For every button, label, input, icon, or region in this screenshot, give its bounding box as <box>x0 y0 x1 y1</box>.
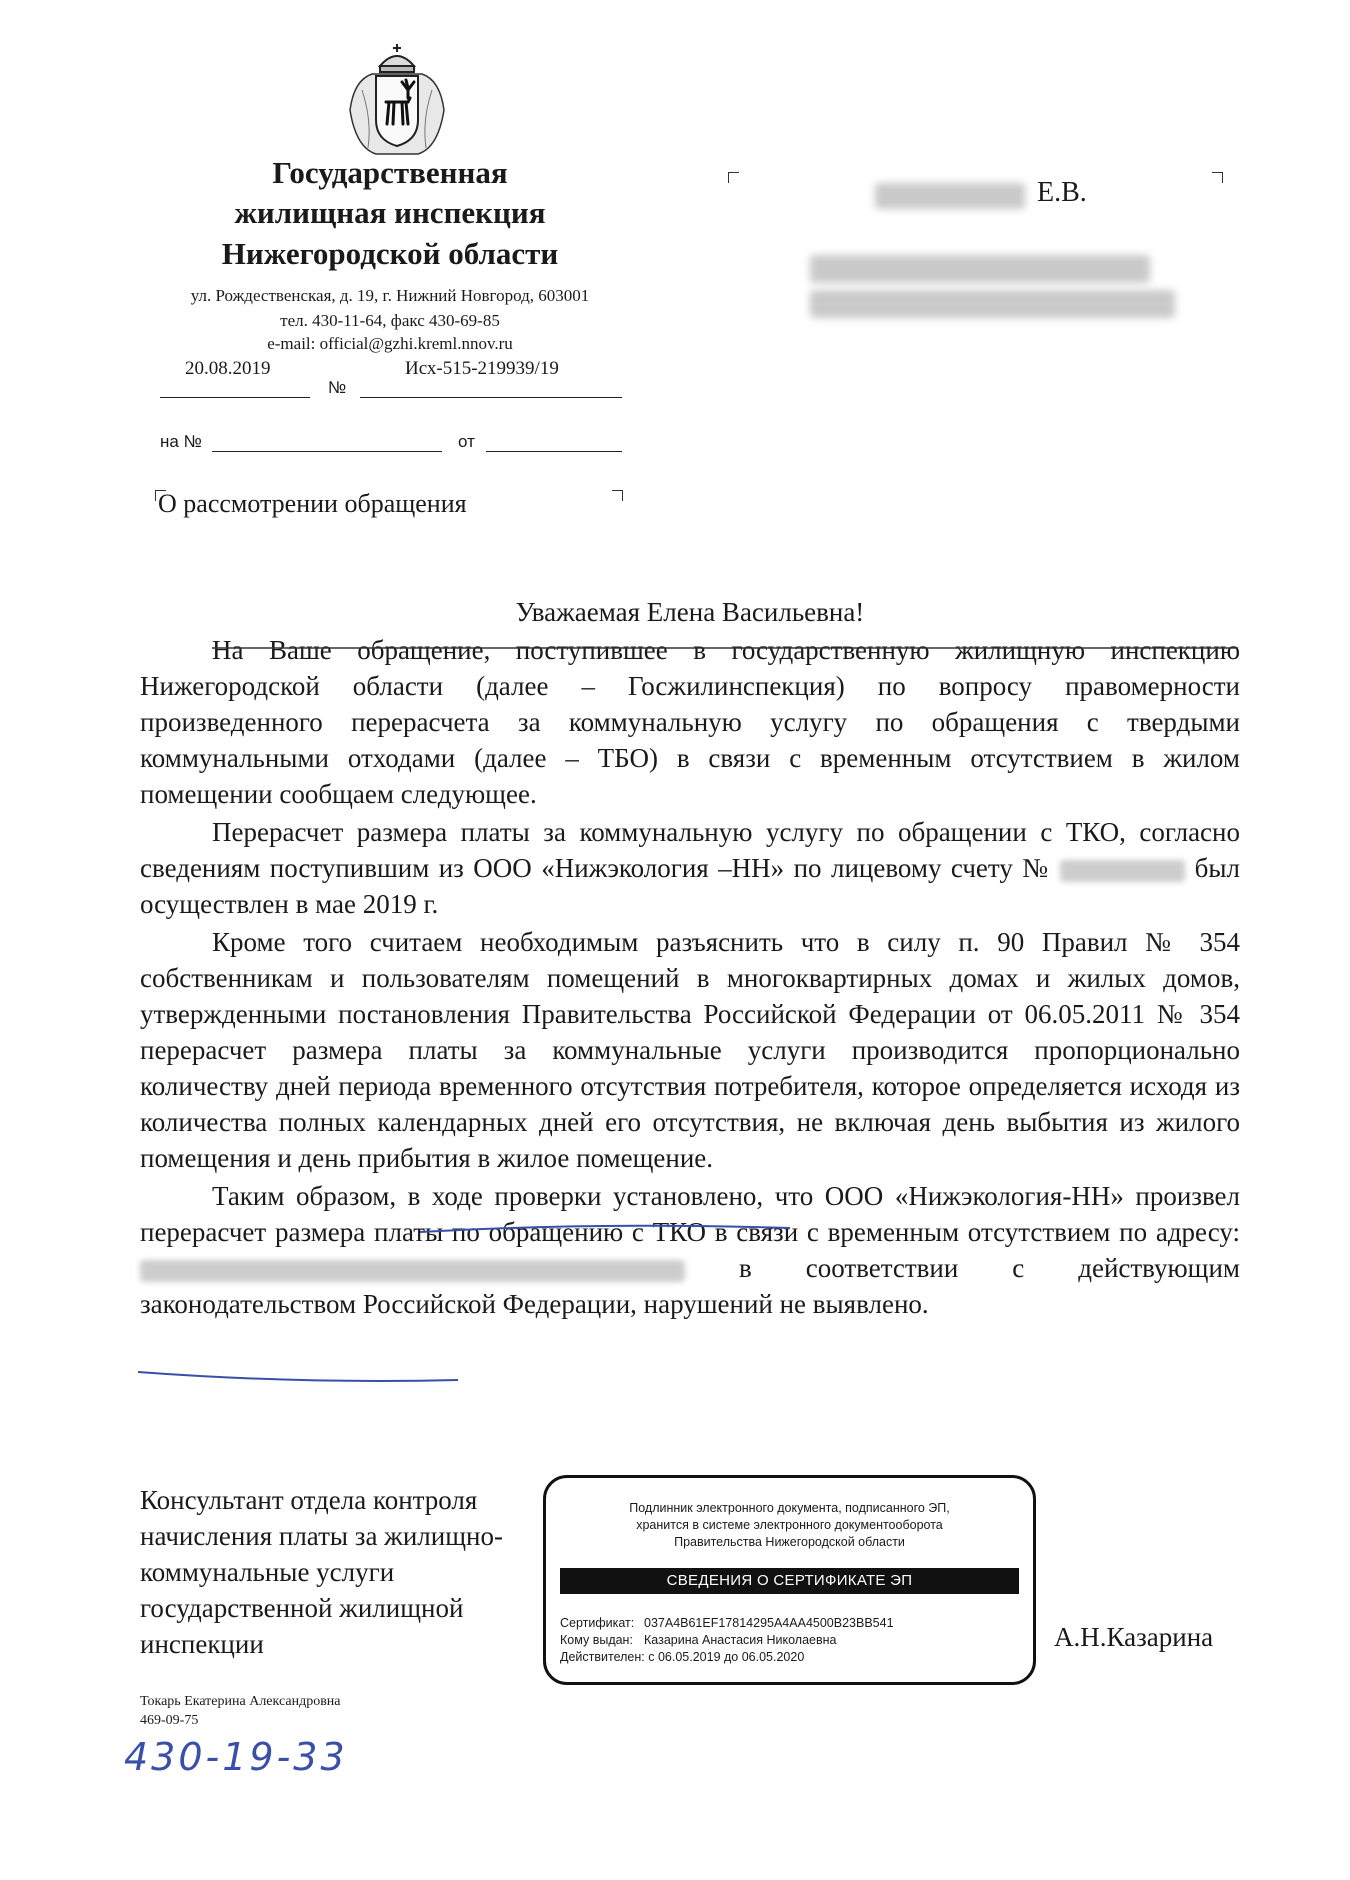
paragraph-1: На Ваше обращение, поступившее в государственную жилищную инспекцию Нижегородской области (далее – Госжилинспекция) по вопросу правомерности произведенного перерасчета за коммунальную услугу по обращения с твердыми коммунальными отходами (далее – ТБО) в связи с временным отсутствием в жилом помещении сообщаем следующее. <box>140 635 1240 809</box>
stamp-cert-row <box>560 1615 894 1632</box>
cert-value: 037A4B61EF17814295A4AA4500B23BB541 <box>644 1616 894 1630</box>
electronic-signature-stamp <box>543 1475 1036 1685</box>
paragraph-4-text-a: Таким образом, в ходе проверки установлено, что ООО «Нижэкология-НН» произвел перерасчет размера платы по обращению с ТКО в связи с временным отсутствием по адресу: <box>140 1181 1240 1247</box>
org-phone: тел. 430-11-64, факс 430-69-85 <box>280 311 500 330</box>
stamp-notice-line1: Подлинник электронного документа, подписанного ЭП, <box>629 1501 950 1515</box>
org-name-line1: Государственная <box>272 155 508 190</box>
executor-phone: 469-09-75 <box>140 1713 199 1728</box>
executor-name: Токарь Екатерина Александровна <box>140 1694 341 1709</box>
stamp-banner: СВЕДЕНИЯ О СЕРТИФИКАТЕ ЭП <box>560 1568 1019 1594</box>
stamp-issued-row <box>560 1632 894 1649</box>
outgoing-date: 20.08.2019 <box>185 358 271 379</box>
handwritten-phone: 430-19-33 <box>124 1735 348 1779</box>
outgoing-number: Исх-515-219939/19 <box>405 358 559 379</box>
letter-subject: О рассмотрении обращения <box>158 489 467 518</box>
cert-label: Сертификат: <box>560 1616 635 1630</box>
valid-label: Действителен: <box>560 1650 645 1664</box>
stamp-valid-row <box>560 1649 894 1666</box>
valid-value: с 06.05.2019 до 06.05.2020 <box>648 1650 805 1664</box>
signatory-position: Консультант отдела контроля начисления платы за жилищно-коммунальные услуги государственной жилищной инспекции <box>140 1485 503 1659</box>
recipient-initials: Е.В. <box>1037 177 1087 208</box>
paragraph-2-text-a: Перерасчет размера платы за коммунальную услугу по обращении с ТКО, согласно сведениям поступившим из ООО «Нижэкология –НН» по лицевому счету № <box>140 817 1240 883</box>
signatory-name: А.Н.Казарина <box>1054 1622 1214 1652</box>
ref-number-label: на № <box>160 432 202 451</box>
stamp-notice-line3: Правительства Нижегородской области <box>674 1535 905 1549</box>
issued-value: Казарина Анастасия Николаевна <box>644 1633 837 1647</box>
ref-from-label: от <box>458 432 475 451</box>
stamp-notice-line2: хранится в системе электронного документооборота <box>636 1518 943 1532</box>
org-address: ул. Рождественская, д. 19, г. Нижний Новгород, 603001 <box>190 286 590 305</box>
org-name-line3: Нижегородской области <box>221 236 559 271</box>
number-label: № <box>328 378 347 397</box>
paragraph-2-text-b: был осуществлен в мае 2019 г. <box>140 853 1241 919</box>
pen-underline-2 <box>138 1372 458 1381</box>
paragraph-4-text-b: в соответствии с действующим законодательством Российской Федерации, нарушений не выявлено. <box>140 1253 1240 1319</box>
paragraph-3: Кроме того считаем необходимым разъяснить что в силу п. 90 Правил № 354 собственникам и пользователям помещений в многоквартирных домах и жилых домов, утвержденными постановления Правительства Российской Федерации от 06.05.2011 № 354 перерасчет размера платы за коммунальные услуги производится пропорционально количеству дней периода временного отсутствия потребителя, которое определяется исходя из количества полных календарных дней его отсутствия, не включая день выбытия из жилого помещения и день прибытия в жилое помещение. <box>140 927 1240 1173</box>
issued-label: Кому выдан: <box>560 1633 633 1647</box>
stamp-details <box>560 1615 894 1666</box>
stamp-notice <box>546 1500 1033 1551</box>
salutation: Уважаемая Елена Васильевна! <box>515 597 865 627</box>
org-email: e-mail: official@gzhi.kreml.nnov.ru <box>267 334 513 353</box>
org-name-line2: жилищная инспекция <box>234 195 546 230</box>
pen-underline-1 <box>420 1226 790 1232</box>
